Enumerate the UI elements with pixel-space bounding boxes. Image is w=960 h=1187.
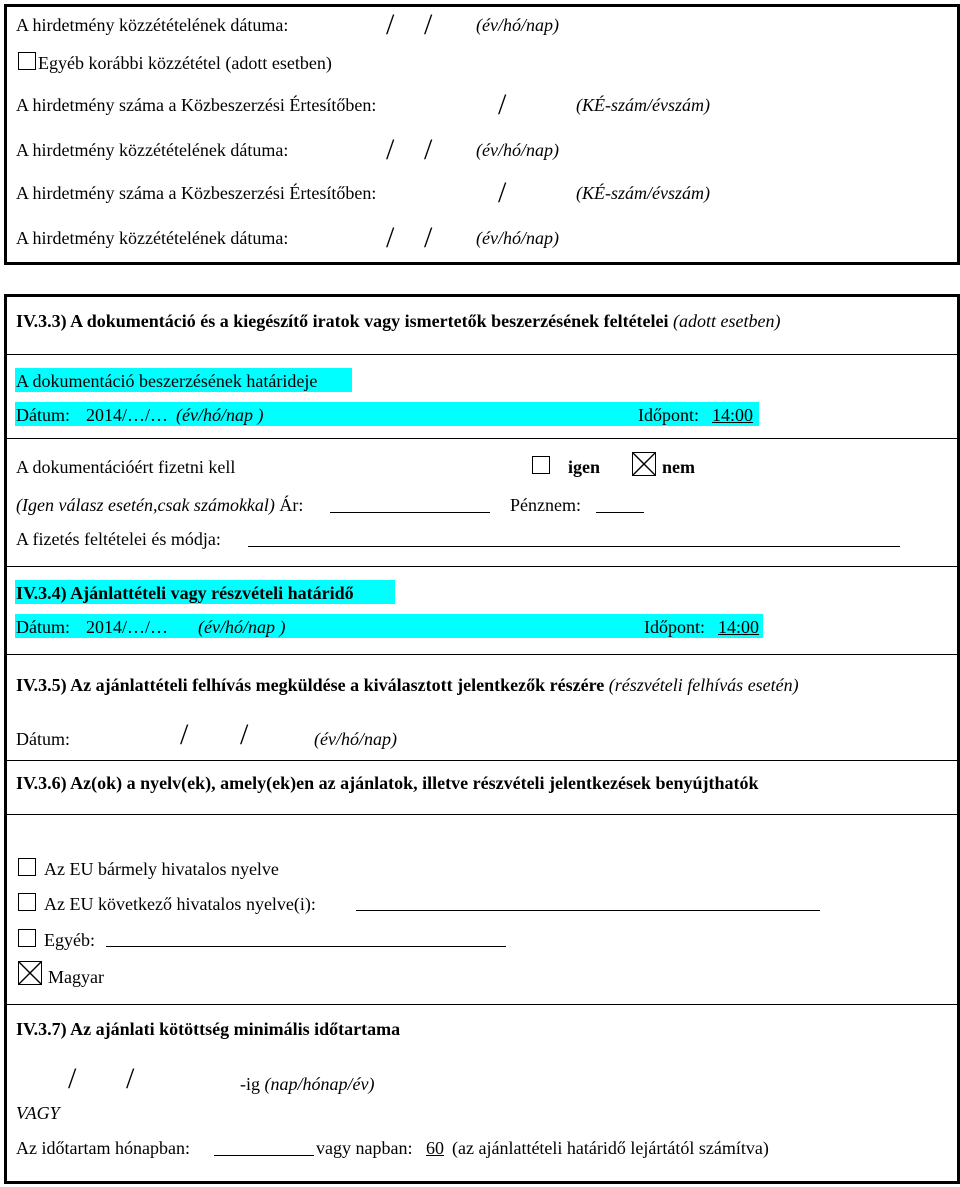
date-slash: / bbox=[386, 8, 395, 41]
language-any-eu-checkbox[interactable] bbox=[18, 858, 36, 876]
or-label: VAGY bbox=[16, 1103, 60, 1123]
previous-publication-box bbox=[4, 4, 960, 265]
language-hungarian-label: Magyar bbox=[48, 967, 104, 987]
date-slash: / bbox=[386, 221, 395, 254]
language-specific-eu-label: Az EU következő hivatalos nyelve(i): bbox=[44, 894, 316, 914]
documentation-time-label: Időpont: bbox=[638, 405, 699, 425]
date-slash: / bbox=[68, 1062, 77, 1095]
section-iv-3-3-title: IV.3.3) A dokumentáció és a kiegészítő iratok vagy ismertetők beszerzésének feltételei bbox=[16, 311, 669, 331]
other-publication-checkbox[interactable] bbox=[18, 52, 36, 70]
notice-number-label-1: A hirdetmény száma a Közbeszerzési Értesítőben: bbox=[16, 95, 377, 115]
validity-until-label: -ig bbox=[240, 1074, 260, 1094]
notice-number-slash: / bbox=[498, 176, 507, 209]
validity-until-row bbox=[240, 1073, 374, 1095]
payment-required-label: A dokumentációért fizetni kell bbox=[16, 457, 236, 477]
payment-terms-label: A fizetés feltételei és módja: bbox=[16, 529, 221, 549]
language-other-input-line[interactable] bbox=[106, 946, 506, 947]
check-cross-icon bbox=[19, 962, 41, 984]
date-slash: / bbox=[126, 1062, 135, 1095]
conditions-box bbox=[4, 294, 960, 1184]
documentation-time-value[interactable]: 14:00 bbox=[712, 405, 754, 425]
documentation-date-format: (év/hó/nap ) bbox=[176, 405, 264, 425]
section-iv-3-6-title: IV.3.6) Az(ok) a nyelv(ek), amely(ek)en az ajánlatok, illetve részvételi jelentkezések benyújthatók bbox=[16, 773, 759, 793]
divider bbox=[4, 654, 960, 655]
currency-input-line[interactable] bbox=[596, 512, 644, 513]
invitation-date-format: (év/hó/nap) bbox=[314, 729, 397, 749]
notice-number-format-hint: (KÉ-szám/évszám) bbox=[576, 95, 710, 115]
section-iv-3-7-title: IV.3.7) Az ajánlati kötöttség minimális időtartama bbox=[16, 1019, 401, 1039]
months-label: Az időtartam hónapban: bbox=[16, 1138, 190, 1158]
divider bbox=[4, 354, 960, 355]
payment-yes-checkbox[interactable] bbox=[532, 456, 550, 474]
publication-date-label-1: A hirdetmény közzétételének dátuma: bbox=[16, 15, 289, 35]
publication-date-label-3: A hirdetmény közzétételének dátuma: bbox=[16, 228, 289, 248]
language-other-checkbox[interactable] bbox=[18, 929, 36, 947]
language-specific-eu-checkbox[interactable] bbox=[18, 893, 36, 911]
payment-no-checkbox[interactable] bbox=[632, 452, 656, 476]
documentation-date-label: Dátum: bbox=[16, 405, 70, 425]
date-format-hint: (év/hó/nap) bbox=[476, 228, 559, 248]
validity-until-format: (nap/hónap/év) bbox=[264, 1074, 375, 1094]
language-hungarian-checkbox[interactable] bbox=[18, 961, 42, 985]
section-iv-3-3-note: (adott esetben) bbox=[673, 311, 781, 331]
documentation-deadline-label: A dokumentáció beszerzésének határideje bbox=[16, 371, 318, 391]
price-label: Ár: bbox=[279, 495, 304, 515]
date-slash: / bbox=[386, 133, 395, 166]
language-any-eu-label: Az EU bármely hivatalos nyelve bbox=[44, 859, 279, 879]
divider bbox=[4, 760, 960, 761]
tender-time-value[interactable]: 14:00 bbox=[718, 617, 760, 637]
days-label: vagy napban: bbox=[316, 1138, 413, 1158]
divider bbox=[4, 1004, 960, 1005]
months-input-line[interactable] bbox=[214, 1155, 314, 1156]
section-iv-3-5-title: IV.3.5) Az ajánlattételi felhívás megküldése a kiválasztott jelentkezők részére bbox=[16, 675, 605, 695]
notice-number-format-hint: (KÉ-szám/évszám) bbox=[576, 183, 710, 203]
date-slash: / bbox=[424, 133, 433, 166]
divider bbox=[4, 438, 960, 439]
price-input-line[interactable] bbox=[330, 512, 490, 513]
check-cross-icon bbox=[633, 453, 655, 475]
divider bbox=[4, 814, 960, 815]
date-slash: / bbox=[180, 718, 189, 751]
date-slash: / bbox=[240, 718, 249, 751]
publication-date-label-2: A hirdetmény közzétételének dátuma: bbox=[16, 140, 289, 160]
tender-date-format: (év/hó/nap ) bbox=[198, 617, 286, 637]
payment-terms-input-line[interactable] bbox=[248, 546, 900, 547]
payment-yes-label: igen bbox=[568, 457, 601, 477]
days-value[interactable]: 60 bbox=[426, 1138, 444, 1158]
tender-date-label: Dátum: bbox=[16, 617, 70, 637]
divider bbox=[4, 566, 960, 567]
date-slash: / bbox=[424, 8, 433, 41]
date-format-hint: (év/hó/nap) bbox=[476, 140, 559, 160]
section-iv-3-4-title: IV.3.4) Ajánlattételi vagy részvételi határidő bbox=[16, 583, 354, 603]
tender-time-label: Időpont: bbox=[644, 617, 705, 637]
days-note: (az ajánlattételi határidő lejártától számítva) bbox=[452, 1138, 769, 1158]
price-row bbox=[16, 494, 303, 516]
section-iv-3-3-heading bbox=[16, 310, 781, 332]
section-iv-3-5-heading bbox=[16, 674, 799, 696]
date-slash: / bbox=[424, 221, 433, 254]
payment-no-label: nem bbox=[662, 457, 695, 477]
section-iv-3-5-note: (részvételi felhívás esetén) bbox=[608, 675, 799, 695]
notice-number-label-2: A hirdetmény száma a Közbeszerzési Értesítőben: bbox=[16, 183, 377, 203]
price-note: (Igen válasz esetén,csak számokkal) bbox=[16, 495, 275, 515]
notice-number-slash: / bbox=[498, 88, 507, 121]
other-publication-label: Egyéb korábbi közzététel (adott esetben) bbox=[38, 53, 332, 73]
language-specific-input-line[interactable] bbox=[356, 910, 820, 911]
tender-date-value[interactable]: 2014/…/… bbox=[86, 617, 169, 637]
language-other-label: Egyéb: bbox=[44, 930, 95, 950]
currency-label: Pénznem: bbox=[510, 495, 581, 515]
documentation-date-value[interactable]: 2014/…/… bbox=[86, 405, 169, 425]
date-format-hint: (év/hó/nap) bbox=[476, 15, 559, 35]
invitation-date-label: Dátum: bbox=[16, 729, 70, 749]
